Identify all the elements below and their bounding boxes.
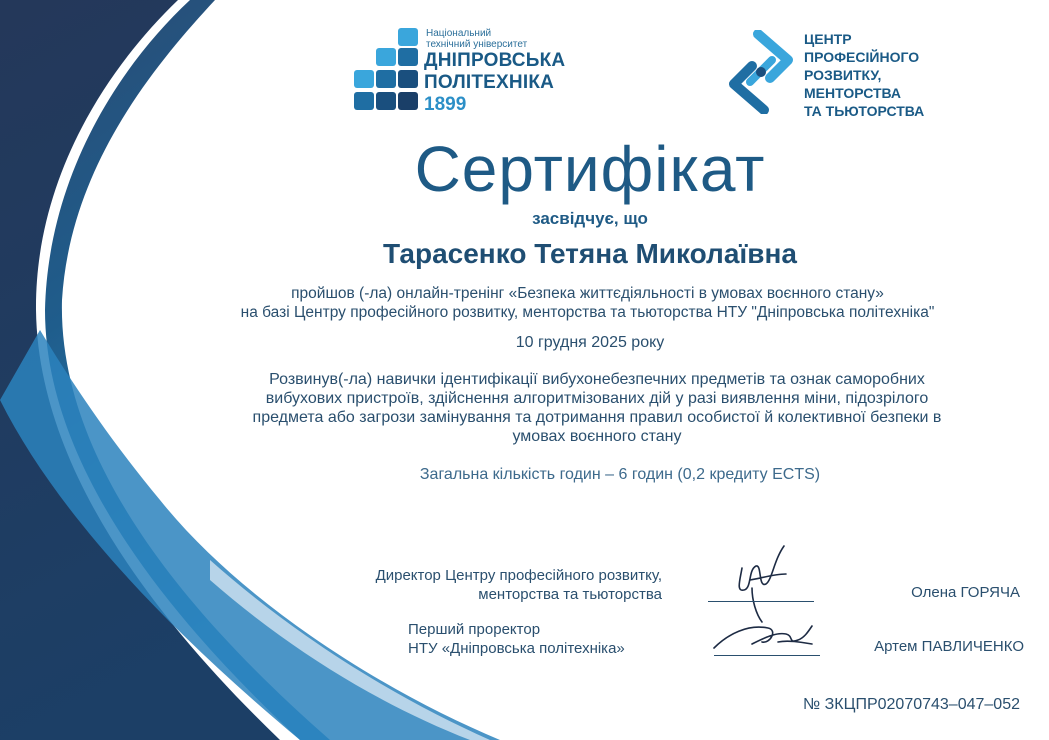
certificate-number: № ЗКЦПР02070743–047–052 <box>803 696 1020 713</box>
ntu-logo-mark <box>352 26 422 114</box>
recipient-name: Тарасенко Тетяна Миколаївна <box>383 238 797 269</box>
training-description: пройшов (-ла) онлайн-тренінг «Безпека життєдіяльності в умовах воєнного стану» на базі Центру професійного розвитку, менторства та тьюторства НТУ "Дніпровська політехніка" <box>240 285 935 321</box>
center-logo-mark <box>728 30 794 114</box>
center-logo-text: ЦЕНТР ПРОФЕСІЙНОГО РОЗВИТКУ, МЕНТОРСТВА ТА ТЬЮТОРСТВА <box>804 31 925 119</box>
certificate-title: Сертифікат <box>414 133 766 205</box>
signatory-name-director: Олена ГОРЯЧА <box>911 584 1020 601</box>
certifies-text: засвідчує, що <box>532 209 648 228</box>
signatory-name-vice-rector: Артем ПАВЛИЧЕНКО <box>874 638 1024 655</box>
ntu-logo <box>352 26 582 116</box>
total-hours: Загальна кількість годин – 6 годин (0,2 кредиту ECTS) <box>419 466 821 483</box>
signature-vice-rector <box>708 614 820 658</box>
ntu-logo-subtitle: Національний технічний університет <box>426 28 528 50</box>
signatory-role-vice-rector: Перший проректор НТУ «Дніпровська політехніка» <box>408 621 625 657</box>
skills-description: Розвинув(-ла) навички ідентифікації вибухонебезпечних предметів та ознак саморобних вибухових пристроїв, здійснення алгоритмізованих дій у разі виявлення міни, підозрілого предмета або загрози замінування та дотримання правил особистої й колективної безпеки в умовах воєнного стану <box>252 371 942 445</box>
center-logo <box>728 30 948 119</box>
signature-line-vice-rector <box>714 655 820 656</box>
certificate-date: 10 грудня 2025 року <box>515 334 665 351</box>
ntu-logo-year: 1899 <box>424 94 467 115</box>
signature-line-director <box>708 601 814 602</box>
signatory-role-director: Директор Центру професійного розвитку, менторства та тьюторства <box>375 567 662 603</box>
ntu-logo-name: ДНІПРОВСЬКА ПОЛІТЕХНІКА <box>424 50 566 93</box>
